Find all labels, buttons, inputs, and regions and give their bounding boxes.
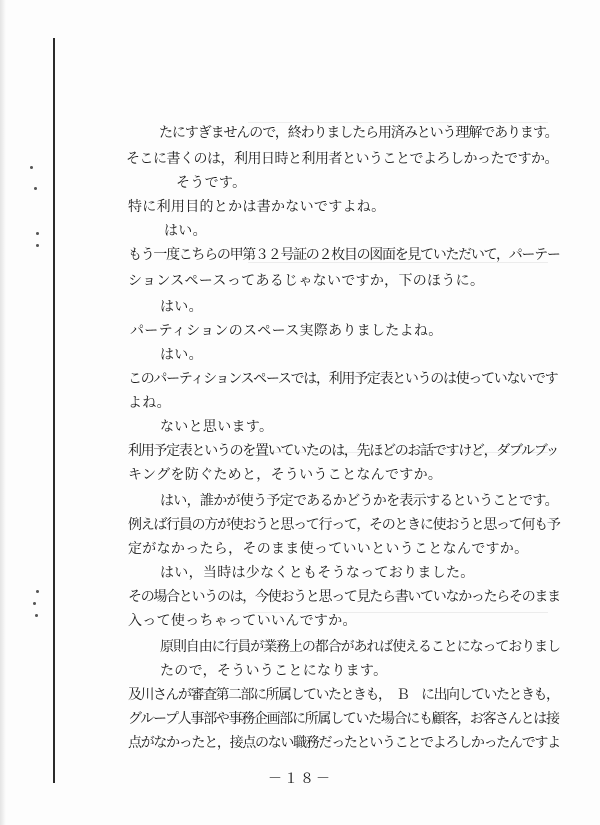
text-line: ションスペースってあるじゃないですか，下のほうに。 (128, 273, 485, 289)
scan-speck (36, 232, 39, 235)
text-line: 及川さんが審査第二部に所属していたときも， Ｂ に出向していたときも， (128, 687, 559, 703)
scan-speck (36, 590, 39, 593)
text-line: はい，当時は少なくともそうなっておりました。 (160, 565, 475, 581)
text-line: そうです。 (176, 175, 247, 191)
text-line: ないと思います。 (160, 419, 274, 435)
text-line: そこに書くのは，利用日時と利用者ということでよろしかったですか。 (126, 151, 558, 167)
text-line: パーティションのスペース実際ありましたよね。 (130, 323, 443, 339)
scan-speck (35, 614, 38, 617)
text-line: グループ人事部や事務企画部に所属していた場合にも顧客，お客さんとは接 (128, 711, 559, 727)
text-line: 原則自由に行員が業務上の都合があれば使えることになっておりまし (160, 639, 560, 655)
text-line: はい。 (164, 223, 207, 239)
text-line: たにすぎませんので，終わりましたら用済みという理解であります。 (159, 125, 558, 141)
text-line: 例えば行員の方が使おうと思って行って，そのときに使おうと思って何も予 (128, 517, 560, 533)
text-line: はい，誰かが使う予定であるかどうかを表示するということです。 (160, 493, 558, 509)
text-line: はい。 (160, 299, 203, 315)
text-line: 入って使っちゃっていいんですか。 (128, 613, 357, 629)
scan-speck (30, 166, 33, 169)
bleed-through-shadow (248, 122, 548, 123)
scan-speck (33, 602, 36, 605)
text-line: キングを防ぐためと，そういうことなんですか。 (128, 467, 443, 483)
text-line: 特に利用目的とかは書かないですよね。 (128, 199, 386, 215)
left-margin-rule (53, 38, 55, 783)
scan-speck (34, 187, 37, 190)
text-line: 点がなかったと，接点のない職務だったということでよろしかったんですよ (128, 735, 560, 751)
scan-edge-shadow (0, 0, 6, 825)
text-line: たので，そういうことになります。 (160, 663, 388, 679)
text-line: もう一度こちらの甲第３２号証の２枚目の図面を見ていただいて，パーテー (128, 247, 560, 263)
scan-speck (36, 244, 39, 247)
text-line: よね。 (128, 395, 171, 411)
text-line: その場合というのは，今使おうと思って見たら書いていなかったらそのまま (128, 589, 560, 605)
text-line: 定がなかったら，そのまま使っていいということなんですか。 (128, 541, 529, 557)
text-line: このパーティションスペースでは，利用予定表というのは使っていないです (128, 371, 558, 387)
text-line: 利用予定表というのを置いていたのは，先ほどのお話ですけど，ダブルブッ (128, 443, 559, 459)
text-line: はい。 (160, 347, 203, 363)
page-number: －１８－ (268, 771, 332, 787)
